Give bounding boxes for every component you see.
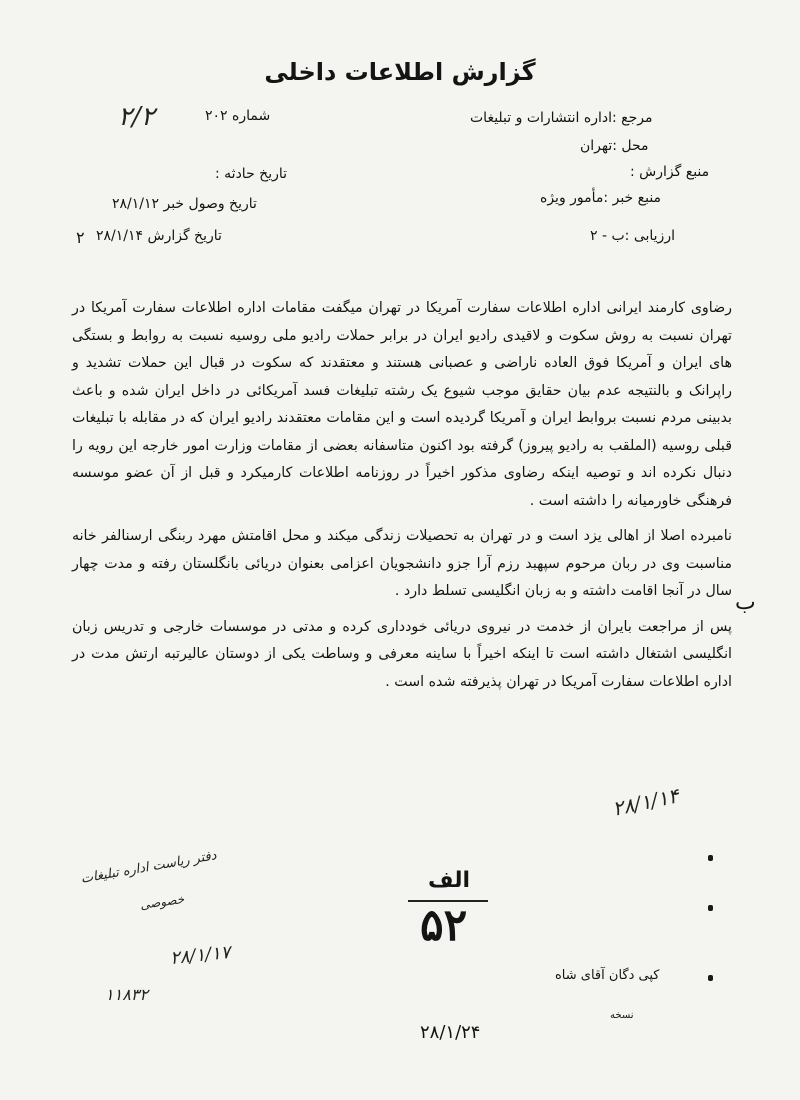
paragraph-2: نامبرده اصلا از اهالی یزد است و در تهران به تحصیلات زندگی میکند و محل اقامتش مهرد ربنگی ارسنالفر خانه مناسبت وی در ربان مرحوم سپهبد رزم آرا جزو دانشجویان اعزامی بعنوان دریائی بانگلستان رفته و مدت چهار سال در آنجا اقامت داشته و به زبان انگلیسی تسلط دارد . bbox=[72, 528, 732, 599]
paragraph-3: پس از مراجعت بایران از خدمت در نیروی دریائی خودداری کرده و مدتی در موسسات خارجی و تدریس زبان انگلیسی اشتغال داشته است تا اینکه اخیراً با ساینه معرفی و وساطت یکی از دوستان عالیرتبه ارتش مدت در اداره اطلاعات سفارت آمریکا در تهران پذیرفته شده است . bbox=[72, 618, 732, 690]
source-info-field: منبع خبر :مأمور ویژه bbox=[540, 190, 662, 206]
number-field: شماره ۲۰۲ bbox=[205, 108, 271, 124]
left-note-line1: دفتر ریاست اداره تبلیغات bbox=[79, 848, 218, 887]
page-mark: ۲ bbox=[76, 228, 85, 247]
paragraph-1: رضاوی کارمند ایرانی اداره اطلاعات سفارت آمریکا در تهران میگفت مقامات اداره اطلاعات سفارت آمریکا در تهران نسبت به روش سکوت و لاقیدی رادیو ایران در برابر حملات رادیو ملی روسیه نسبت به روابط و بستگی های ایران و آمریکا فوق العاده ناراضی و عصبانی هستند و معتقدند که سکوت در قبال این حملات تشدید و راپرانک و بالنتیجه عدم بیان حقایق موجب شیوع یک رشته تبلیغات فسد آمریکائی در داخل ایران شده و باعث بدبینی مردم نسبت بروابط ایران و آمریکا گردیده است و این مقامات معتقدند رادیو ایران که در مقابله با تبلیغات قبلی روسیه (الملقب به رادیو پیروز) گرفته بود اکنون متاسفانه بعضی از مقامات وزارت امور خارجه این رویه را دنبال نکرده اند و توصیه اینکه رضاوی مذکور اخیراً در روزنامه اطلاعات کارمیکرد و قبل از آن عضو موسسه فرهنگی خاورمیانه را داشته است . bbox=[72, 300, 732, 509]
subject-field: مرجع :اداره انتشارات و تبلیغات bbox=[470, 110, 653, 126]
report-source-field: منبع گزارش : bbox=[630, 164, 710, 180]
left-note-number: ۱۱۸۳۲ bbox=[105, 985, 148, 1004]
report-body bbox=[72, 295, 732, 704]
stamp-letter: الف bbox=[428, 868, 471, 893]
dot-mark bbox=[708, 905, 713, 911]
report-title: گزارش اطلاعات داخلی bbox=[264, 58, 536, 86]
event-date-field: تاریخ حادثه : bbox=[215, 166, 288, 182]
bottom-number: ۲۸/۱/۲۴ bbox=[420, 1022, 481, 1043]
report-date-field: تاریخ گزارش ۲۸/۱/۱۴ bbox=[96, 228, 222, 244]
left-note-date: ۲۸/۱/۱۷ bbox=[169, 941, 232, 970]
signature-caption: کپی دگان آقای شاه bbox=[555, 968, 660, 983]
rating-field: ارزیابی :ب - ۲ bbox=[590, 228, 675, 244]
dot-mark bbox=[708, 855, 713, 861]
dot-mark bbox=[708, 975, 713, 981]
news-date-field: تاریخ وصول خبر ۲۸/۱/۱۲ bbox=[112, 196, 257, 212]
stamp-number: ۵۲ bbox=[420, 900, 468, 951]
corner-scribble: ۲/۲ bbox=[118, 102, 155, 132]
left-margin-mark: ب bbox=[735, 590, 756, 615]
place-field: محل :تهران bbox=[580, 138, 649, 154]
margin-date-scribble: ۲۸/۱/۱۴ bbox=[610, 783, 681, 821]
bottom-small-note: نسخه bbox=[610, 1010, 634, 1021]
left-note-line2: خصوصی bbox=[139, 891, 185, 913]
